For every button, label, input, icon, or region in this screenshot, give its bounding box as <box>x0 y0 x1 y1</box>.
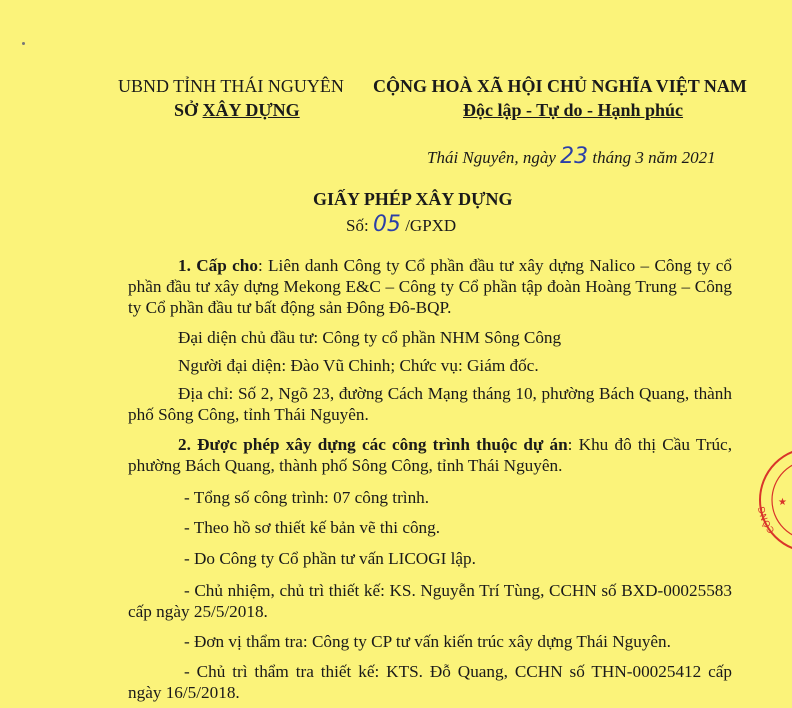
document-number: Số: 05 /GPXD <box>346 212 457 237</box>
section-1-grantee: 1. Cấp cho: Liên danh Công ty Cổ phần đầu tư xây dựng Nalico – Công ty cổ phần đầu tư xây dựng Mekong E&C – Công ty Cổ phần tập đoàn Hoàng Trung – Công ty Cổ phần đầu tư bất động sản Đông Đô-BQP. <box>128 256 732 317</box>
red-seal-stamp <box>752 448 792 558</box>
grantee-address: Địa chỉ: Số 2, Ngõ 23, đường Cách Mạng tháng 10, phường Bách Quang, thành phố Sông Công, tỉnh Thái Nguyên. <box>128 384 732 424</box>
document-title: GIẤY PHÉP XÂY DỰNG <box>313 189 513 209</box>
handwritten-number: 05 <box>372 212 401 237</box>
list-item: - Chủ trì thẩm tra thiết kế: KTS. Đỗ Quang, CCHN số THN-00025412 cấp ngày 16/5/2018. <box>128 662 732 702</box>
svg-text:★: ★ <box>778 497 787 508</box>
national-title: CỘNG HOÀ XÃ HỘI CHỦ NGHĨA VIỆT NAM <box>373 76 747 96</box>
issuing-department: SỞ XÂY DỰNG <box>174 100 300 120</box>
handwritten-day: 23 <box>560 144 589 169</box>
issue-date: Thái Nguyên, ngày 23 tháng 3 năm 2021 <box>427 144 716 169</box>
list-item: - Đơn vị thẩm tra: Công ty CP tư vấn kiến trúc xây dựng Thái Nguyên. <box>184 632 671 651</box>
list-item: - Tổng số công trình: 07 công trình. <box>184 488 430 507</box>
list-item: - Do Công ty Cổ phần tư vấn LICOGI lập. <box>184 549 476 568</box>
issuing-department-underlined: XÂY DỰNG <box>202 100 300 120</box>
section-2-project: 2. Được phép xây dựng các công trình thuộc dự án: Khu đô thị Cầu Trúc, phường Bách Quang, thành phố Sông Công, tỉnh Thái Nguyên. <box>128 435 732 475</box>
list-item: - Theo hồ sơ thiết kế bản vẽ thi công. <box>184 518 441 537</box>
list-item: - Chủ nhiệm, chủ trì thiết kế: KS. Nguyễn Trí Tùng, CCHN số BXD-00025583 cấp ngày 25/5/2018. <box>128 581 732 621</box>
national-motto: Độc lập - Tự do - Hạnh phúc <box>463 100 684 120</box>
representative-person: Người đại diện: Đào Vũ Chinh; Chức vụ: Giám đốc. <box>178 356 539 375</box>
speck <box>22 42 25 45</box>
svg-text:CÔNG: CÔNG <box>757 505 778 535</box>
owner-representative: Đại diện chủ đầu tư: Công ty cổ phần NHM Sông Công <box>178 328 562 347</box>
issuing-authority: UBND TỈNH THÁI NGUYÊN <box>118 76 344 96</box>
